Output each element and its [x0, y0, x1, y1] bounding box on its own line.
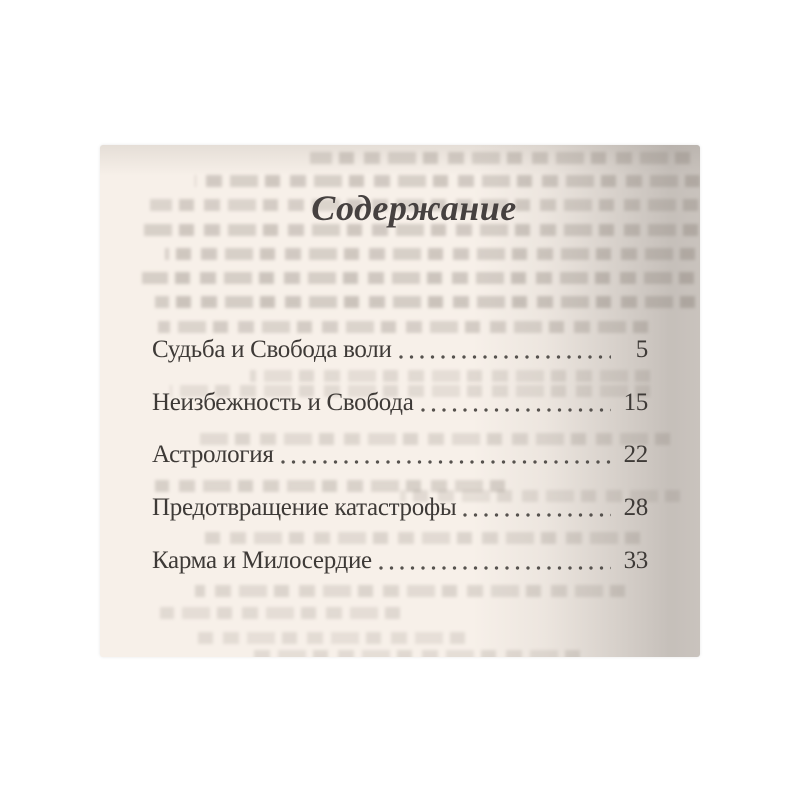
dot-leader [274, 438, 614, 472]
dot-leader [456, 491, 614, 525]
book-page [100, 145, 700, 657]
bleed-through-line [195, 632, 465, 644]
toc-entry-page-number: 28 [623, 494, 648, 522]
toc-entry [152, 491, 648, 525]
toc-entry-title: Астрология [152, 441, 274, 469]
toc-entry [152, 544, 648, 578]
toc-entry-page-number: 33 [623, 546, 648, 574]
bleed-through-line [165, 248, 695, 260]
bleed-through-line [142, 272, 694, 284]
bleed-through-line [158, 321, 648, 333]
dot-leader [372, 544, 614, 578]
dot-leader [392, 333, 614, 367]
toc-entry [152, 386, 648, 420]
bleed-through-line [155, 296, 695, 308]
dot-leader [414, 386, 615, 420]
bleed-through-line [250, 650, 580, 657]
toc-entry-title: Судьба и Свобода воли [152, 336, 392, 363]
toc-entry [152, 333, 648, 367]
toc-entry-page-number: 22 [623, 441, 648, 469]
bleed-through-line [195, 175, 700, 187]
toc-entry-page-number: 15 [623, 388, 648, 416]
toc-entry [152, 438, 648, 472]
toc-entry-page-number: 5 [635, 336, 648, 363]
page-title: Содержание [311, 188, 517, 228]
bleed-through-line [310, 152, 690, 164]
bleed-through-line [160, 607, 400, 619]
toc-entry-title: Предотвращение катастрофы [152, 494, 457, 522]
table-of-contents [152, 333, 648, 596]
toc-entry-title: Карма и Милосердие [152, 546, 372, 574]
toc-entry-title: Неизбежность и Свобода [152, 388, 414, 416]
